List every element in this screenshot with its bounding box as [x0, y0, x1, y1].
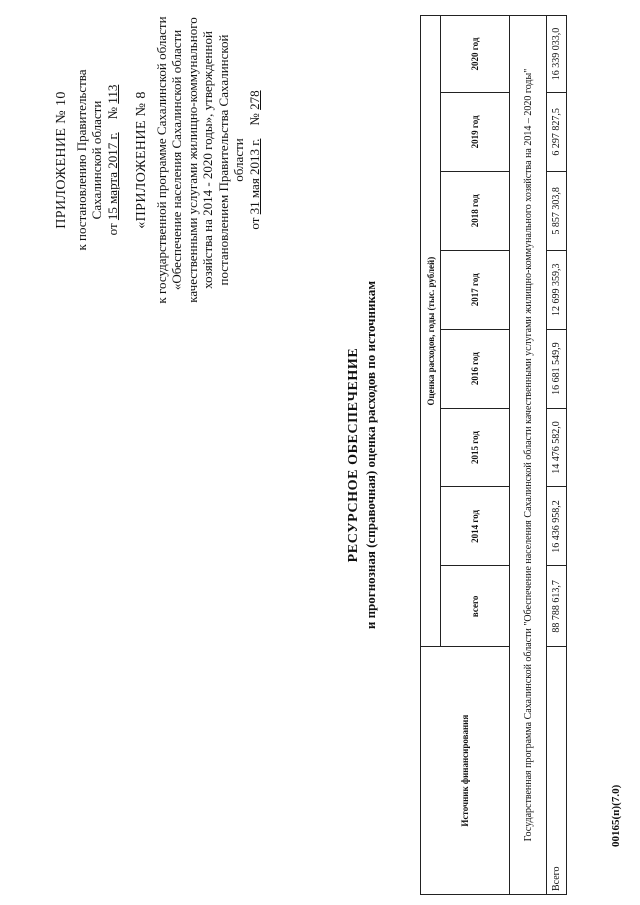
appendix-10 [54, 15, 120, 305]
table-cell: 16 681 549,9 [547, 329, 567, 408]
appendix-8-date: 31 мая 2013 г. [246, 138, 262, 215]
header-total: всего [441, 566, 510, 647]
header-year: 2014 год [441, 487, 510, 566]
table-row [547, 16, 567, 895]
header-year: 2015 год [441, 408, 510, 487]
document-heading [345, 65, 379, 845]
table-cell: 5 857 303,8 [547, 171, 567, 250]
appendix-8-text: к государственной программе Сахалинской области «Обеспечение населения Сахалинской области качественными услугами жилищно-коммунального хозяйства на 2014 - 2020 годы», утвержденной постановлением Правительства Сахалинской области [153, 16, 246, 304]
heading-title: РЕСУРСНОЕ ОБЕСПЕЧЕНИЕ [346, 347, 361, 563]
appendix-8 [134, 15, 262, 305]
header-year: 2016 год [441, 329, 510, 408]
footer-code: 00165(п)(7.0) [610, 784, 622, 847]
table-cell: 16 436 958,2 [547, 487, 567, 566]
header-source: Источник финансирования [421, 647, 510, 895]
header-year: 2019 год [441, 92, 510, 171]
appendix-10-title: ПРИЛОЖЕНИЕ № 10 [54, 91, 69, 229]
header-group: Оценка расходов, годы (тыс. рублей) [421, 16, 441, 647]
header-year: 2020 год [441, 16, 510, 93]
appendix-10-number: 113 [104, 84, 120, 104]
table-cell: 14 476 582,0 [547, 408, 567, 487]
appendix-10-line2: Сахалинской области [89, 100, 104, 220]
table-cell: 6 297 827,5 [547, 92, 567, 171]
appendix-10-line1: к постановлению Правительства [73, 69, 89, 251]
table-cell: 88 788 613,7 [547, 566, 567, 647]
appendix-block [54, 15, 276, 305]
appendix-10-date: 15 марта 2017 г. [104, 132, 120, 221]
header-year: 2017 год [441, 250, 510, 329]
appendix-8-number: 278 [246, 90, 262, 110]
heading-subtitle: и прогнозная (справочная) оценка расходов по источникам [363, 280, 378, 630]
appendix-8-date-line: от 31 мая 2013 г. № 278 [246, 90, 262, 230]
table-cell: 16 339 033,0 [547, 16, 567, 93]
total-label: Всего [547, 647, 567, 895]
table-cell: 12 699 359,3 [547, 250, 567, 329]
resource-table [420, 15, 567, 895]
header-year: 2018 год [441, 171, 510, 250]
program-row: Государственная программа Сахалинской области "Обеспечение населения Сахалинской области качественными услугами жилищно-коммунального хозяйства на 2014 – 2020 годы" [510, 16, 547, 895]
appendix-8-title: «ПРИЛОЖЕНИЕ № 8 [134, 91, 149, 229]
appendix-10-date-line: от 15 марта 2017 г. № 113 [104, 84, 120, 236]
